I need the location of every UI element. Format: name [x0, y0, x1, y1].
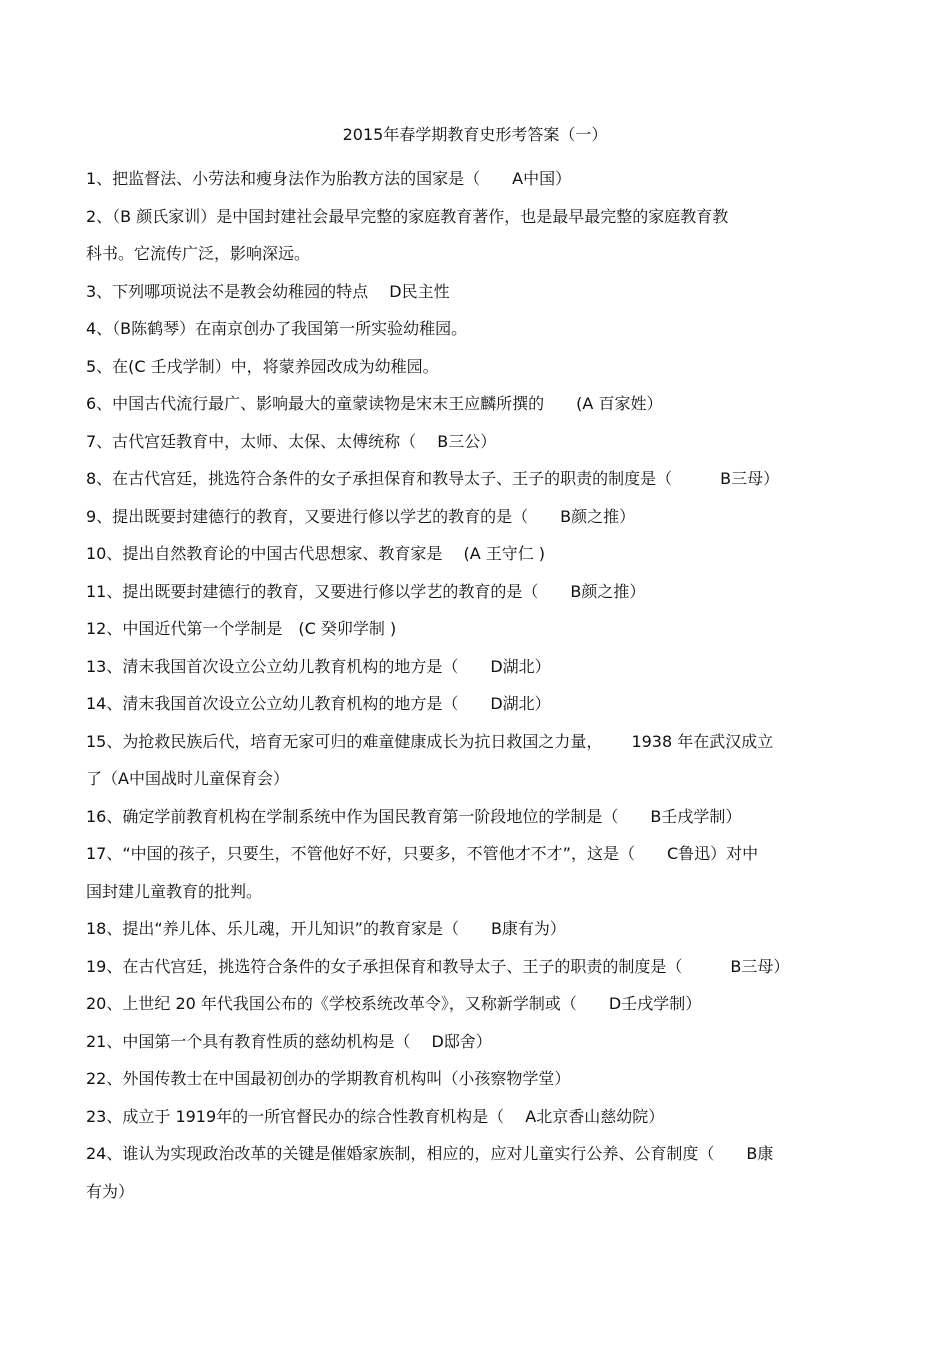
question-line: 有为） — [86, 1181, 135, 1201]
question-line: 9、提出既要封建德行的教育，又要进行修以学艺的教育的是（ B颜之推） — [86, 506, 636, 526]
question-line: 17、“中国的孩子，只要生，不管他好不好，只要多，不管他才不才”，这是（ C鲁迅）对中 — [86, 844, 759, 863]
question-line: 22、外国传教士在中国最初创办的学期教育机构叫（小孩察物学堂） — [86, 1069, 571, 1088]
question-line: 15、为抢救民族后代，培育无家可归的难童健康成长为抗日救国之力量， 1938 年在武汉成立 — [86, 731, 774, 751]
question-line: 16、确定学前教育机构在学制系统中作为国民教育第一阶段地位的学制是（ B壬戌学制） — [86, 806, 742, 826]
question-line: 24、谁认为实现政治改革的关键是催婚家族制，相应的，应对儿童实行公养、公育制度（ B康 — [86, 1144, 774, 1163]
question-line: 11、提出既要封建德行的教育，又要进行修以学艺的教育的是（ B颜之推） — [86, 581, 646, 601]
question-line: 14、清末我国首次设立公立幼儿教育机构的地方是（ D湖北） — [86, 694, 551, 713]
question-line: 20、上世纪 20 年代我国公布的《学校系统改革令》，又称新学制或（ D壬戌学制） — [86, 994, 702, 1013]
question-line: 10、提出自然教育论的中国古代思想家、教育家是 (A 王守仁 ) — [86, 544, 546, 563]
question-line: 了（A中国战时儿童保育会） — [86, 769, 289, 788]
question-line: 科书。它流传广泛，影响深远。 — [86, 244, 311, 263]
question-line: 1、把监督法、小劳法和瘦身法作为胎教方法的国家是（ A中国） — [86, 169, 572, 188]
question-line: 13、清末我国首次设立公立幼儿教育机构的地方是（ D湖北） — [86, 656, 551, 676]
question-line: 8、在古代宫廷，挑选符合条件的女子承担保育和教导太子、王子的职责的制度是（ B三母） — [86, 469, 780, 488]
question-line: 3、下列哪项说法不是教会幼稚园的特点 D民主性 — [86, 281, 450, 301]
question-line: 12、中国近代第一个学制是 (C 癸卯学制 ) — [86, 619, 397, 638]
question-line: 21、中国第一个具有教育性质的慈幼机构是（ D邸舍） — [86, 1031, 492, 1051]
question-line: 18、提出“养儿体、乐儿魂，开儿知识”的教育家是（ B康有为） — [86, 919, 566, 938]
question-line: 23、成立于 1919年的一所官督民办的综合性教育机构是（ A北京香山慈幼院） — [86, 1106, 665, 1126]
document-title: 2015年春学期教育史形考答案（一） — [342, 125, 608, 144]
question-line: 2、（B 颜氏家训）是中国封建社会最早完整的家庭教育著作，也是最早最完整的家庭教育教 — [86, 206, 729, 226]
question-line: 4、（B陈鹤琴）在南京创办了我国第一所实验幼稚园。 — [86, 319, 468, 338]
question-line: 5、在(C 壬戌学制）中，将蒙养园改成为幼稚园。 — [86, 356, 439, 376]
question-line: 19、在古代宫廷，挑选符合条件的女子承担保育和教导太子、王子的职责的制度是（ B三母） — [86, 956, 790, 976]
question-list — [86, 160, 866, 1210]
question-line: 7、古代宫廷教育中，太师、太保、太傅统称（ B三公） — [86, 431, 497, 451]
question-line: 6、中国古代流行最广、影响最大的童蒙读物是宋末王应麟所撰的 (A 百家姓） — [86, 394, 663, 413]
question-line: 国封建儿童教育的批判。 — [86, 881, 263, 901]
